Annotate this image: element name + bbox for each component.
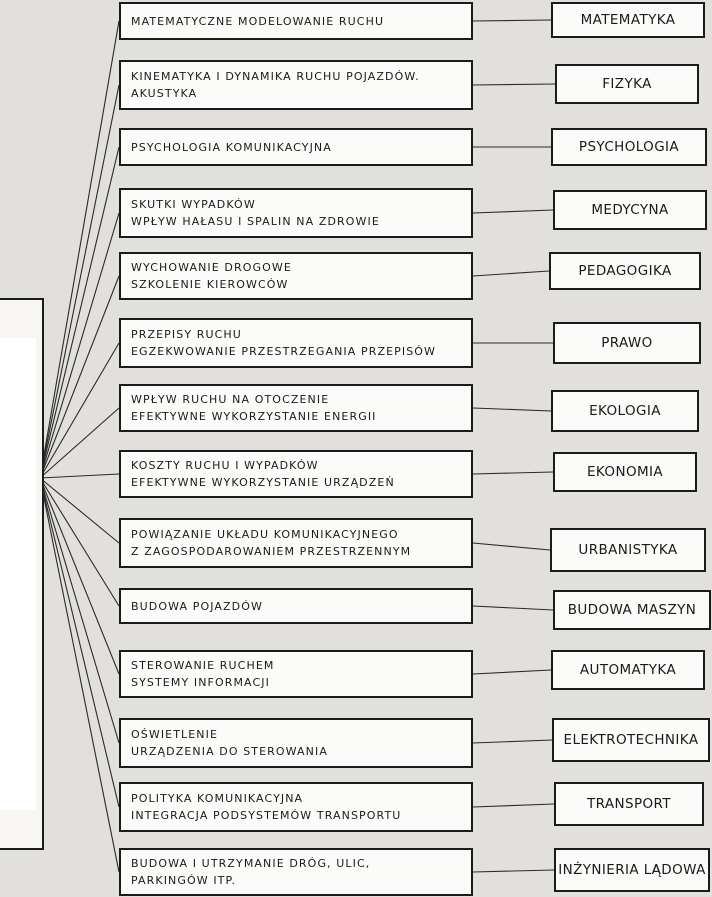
topic-box	[119, 128, 473, 166]
link-line	[473, 20, 551, 21]
fan-line	[40, 276, 119, 478]
topic-text: Z ZAGOSPODAROWANIEM PRZESTRZENNYM	[131, 545, 412, 558]
topic-text: INTEGRACJA PODSYSTEMÓW TRANSPORTU	[131, 809, 402, 822]
topic-box	[119, 384, 473, 432]
topic-box	[119, 782, 473, 832]
link-line	[473, 740, 552, 743]
topic-text: BUDOWA POJAZDÓW	[131, 599, 263, 613]
topic-text: AKUSTYKA	[131, 87, 198, 100]
discipline-box	[552, 718, 710, 762]
link-line	[473, 408, 551, 411]
topic-text: WPŁYW RUCHU NA OTOCZENIE	[131, 393, 330, 406]
link-line	[473, 543, 550, 550]
topic-text: POLITYKA KOMUNIKACYJNA	[131, 792, 304, 805]
discipline-box	[549, 252, 701, 290]
fan-line	[40, 147, 119, 478]
discipline-box	[550, 528, 706, 572]
central-node	[0, 298, 44, 850]
fan-line	[40, 478, 119, 743]
topic-text: EGZEKWOWANIE PRZESTRZEGANIA PRZEPISÓW	[131, 345, 437, 358]
discipline-box	[551, 650, 705, 690]
topic-text: PSYCHOLOGIA KOMUNIKACYJNA	[131, 140, 332, 154]
topic-box	[119, 450, 473, 498]
discipline-label: AUTOMATYKA	[579, 662, 677, 678]
topic-box	[119, 718, 473, 768]
discipline-box	[553, 452, 697, 492]
discipline-label: TRANSPORT	[587, 796, 671, 812]
discipline-box	[551, 390, 699, 432]
topic-text: PRZEPISY RUCHU	[131, 328, 242, 341]
topic-box	[119, 188, 473, 238]
topic-text: STEROWANIE RUCHEM	[131, 659, 275, 672]
topic-text: SZKOLENIE KIEROWCÓW	[131, 278, 289, 291]
discipline-box	[554, 782, 704, 826]
topic-text: URZĄDZENIA DO STEROWANIA	[131, 745, 328, 758]
topic-text: BUDOWA I UTRZYMANIE DRÓG, ULIC,	[131, 857, 371, 870]
discipline-box	[551, 2, 705, 38]
discipline-label: URBANISTYKA	[578, 542, 678, 558]
topic-text: WYCHOWANIE DROGOWE	[131, 261, 292, 274]
topic-box	[119, 252, 473, 300]
discipline-label: INŻYNIERIA LĄDOWA	[558, 862, 706, 878]
topic-box	[119, 518, 473, 568]
fan-line	[40, 213, 119, 478]
link-line	[473, 210, 553, 213]
discipline-box	[555, 64, 699, 104]
link-line	[473, 804, 554, 807]
discipline-label: MEDYCYNA	[591, 202, 669, 218]
topic-text: POWIĄZANIE UKŁADU KOMUNIKACYJNEGO	[131, 528, 399, 541]
topic-text: SYSTEMY INFORMACJI	[131, 676, 270, 689]
discipline-label: PEDAGOGIKA	[578, 263, 672, 279]
topic-text: EFEKTYWNE WYKORZYSTANIE URZĄDZEŃ	[131, 476, 395, 489]
fan-line	[40, 478, 119, 807]
discipline-label: EKONOMIA	[586, 464, 664, 480]
topic-box	[119, 2, 473, 40]
topic-text: PARKINGÓW ITP.	[131, 874, 237, 887]
fan-line	[40, 478, 119, 543]
topic-box	[119, 318, 473, 368]
link-line	[473, 84, 555, 85]
topic-box	[119, 588, 473, 624]
topic-text: SKUTKI WYPADKÓW	[131, 198, 256, 211]
fan-line	[40, 478, 119, 606]
discipline-box	[553, 322, 701, 364]
discipline-label: BUDOWA MASZYN	[567, 602, 697, 618]
discipline-label: EKOLOGIA	[589, 403, 661, 419]
topic-text: KOSZTY RUCHU I WYPADKÓW	[131, 459, 319, 472]
link-line	[473, 670, 551, 674]
discipline-label: PRAWO	[601, 335, 653, 351]
discipline-box	[553, 190, 707, 230]
discipline-label: PSYCHOLOGIA	[578, 139, 680, 155]
discipline-box	[553, 590, 711, 630]
topic-box	[119, 848, 473, 896]
topic-text: WPŁYW HAŁASU I SPALIN NA ZDROWIE	[131, 215, 380, 228]
link-line	[473, 271, 549, 276]
discipline-label: ELEKTROTECHNIKA	[563, 732, 699, 748]
topic-text: OŚWIETLENIE	[131, 728, 219, 741]
fan-line	[40, 474, 119, 478]
discipline-box	[551, 128, 707, 166]
discipline-box	[554, 848, 710, 892]
fan-line	[40, 478, 119, 872]
discipline-label: MATEMATYKA	[580, 12, 676, 28]
discipline-label: FIZYKA	[602, 76, 652, 92]
topic-box	[119, 650, 473, 698]
topic-text: MATEMATYCZNE MODELOWANIE RUCHU	[131, 14, 385, 28]
link-line	[473, 870, 554, 872]
central-node-inner	[0, 338, 36, 810]
topic-text: EFEKTYWNE WYKORZYSTANIE ENERGII	[131, 410, 377, 423]
topic-text: KINEMATYKA I DYNAMIKA RUCHU POJAZDÓW.	[131, 70, 420, 83]
topic-box	[119, 60, 473, 110]
link-line	[473, 606, 553, 610]
link-line	[473, 472, 553, 474]
